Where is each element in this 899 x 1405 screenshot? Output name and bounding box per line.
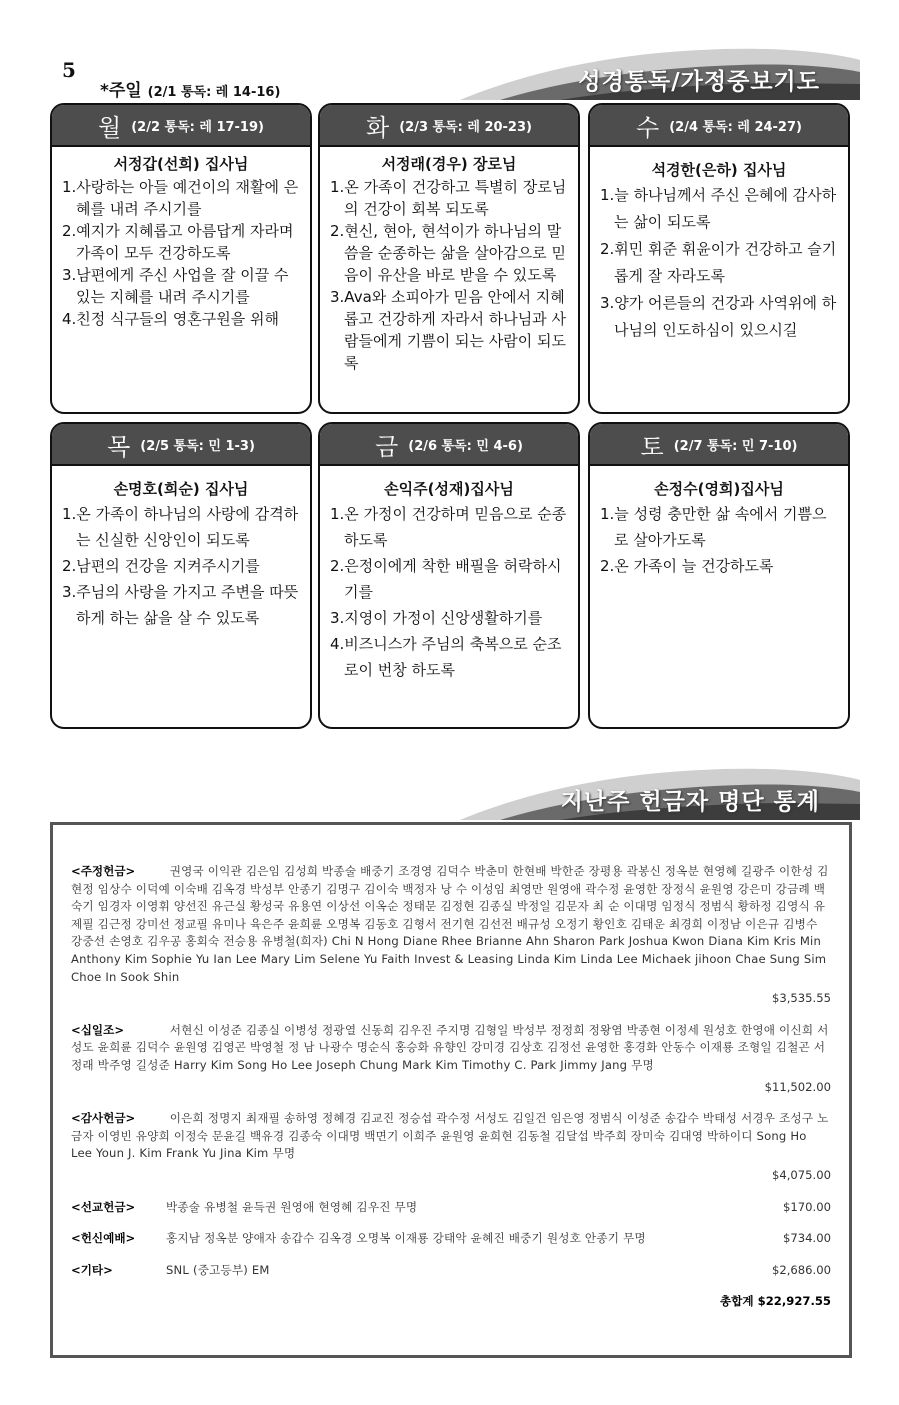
prayer-item: 1.늘 하나님께서 주신 은혜에 감사하는 삶이 되도록 [600, 186, 837, 231]
banner-bible-reading [440, 40, 860, 100]
offering-names: SNL (중고등부) EM [166, 1262, 270, 1277]
offering-names: 박종술 유병철 윤득권 원영애 현영혜 김우진 무명 [166, 1199, 418, 1214]
prayer-person: 석경한(은하) 집사님 [651, 161, 787, 179]
banner-title: 성경통독/가정중보기도 [578, 68, 820, 95]
day-label: 목 [107, 432, 131, 461]
day-reading: (2/5 통독: 민 1-3) [140, 438, 255, 454]
offering-names: 이은희 정명지 최재필 송하영 정혜경 김교진 정승섭 곽수정 서성도 김일건 임은영 정범식 이성준 송갑수 박태성 서경우 조성구 노금자 이영빈 유양희 이정숙 문윤길 백유경 김종숙 이대명 백면기 이희주 윤원영 윤희현 김동철 김달섭 박주희 장미숙 김대영 박하이디 Song Ho Lee Youn J. Kim Frank Yu Jina Kim 무명 [71, 1111, 829, 1161]
offering-label: <선교헌금> [71, 1199, 136, 1214]
day-label: 월 [98, 113, 122, 142]
prayer-item: 3.남편에게 주신 사업을 잘 이끌 수 있는 지혜를 내려 주시기를 [62, 266, 289, 306]
prayer-item: 1.온 가정이 건강하며 믿음으로 순종하도록 [330, 505, 567, 549]
sunday-reading [100, 76, 280, 101]
banner-title: 지난주 헌금자 명단 통계 [560, 788, 820, 815]
offering-total: 총합계 $22,927.55 [720, 1294, 831, 1309]
offering-section-tenth [71, 1022, 831, 1096]
day-reading: (2/4 통독: 레 24-27) [669, 119, 802, 135]
day-reading: (2/6 통독: 민 4-6) [408, 438, 523, 454]
prayer-person: 손익주(성재)집사님 [384, 480, 514, 498]
offering-list-box [50, 822, 852, 1358]
offering-section-other [71, 1262, 831, 1280]
offering-section-mission [71, 1199, 831, 1217]
day-reading: (2/7 통독: 민 7-10) [673, 438, 798, 454]
offering-amount: $3,535.55 [771, 991, 831, 1006]
prayer-item: 1.사랑하는 아들 예건이의 재활에 은혜를 내려 주시기를 [62, 178, 299, 218]
prayer-item: 3.Ava와 소피아가 믿음 안에서 지혜롭고 건강하게 자라서 하나님과 사람들에게 기쁨이 되는 사람이 되도록 [330, 288, 566, 372]
prayer-card-tue [318, 103, 580, 414]
day-label: 화 [366, 113, 390, 142]
offering-amount: $4,075.00 [771, 1167, 831, 1182]
prayer-card-thu [50, 422, 312, 729]
prayer-item: 2.예지가 지혜롭고 아름답게 자라며 가족이 모두 건강하도록 [62, 222, 294, 262]
prayer-item: 4.친정 식구들의 영혼구원을 위해 [62, 310, 279, 328]
day-reading: (2/3 통독: 레 20-23) [399, 119, 532, 135]
prayer-person: 서정래(경우) 장로님 [381, 155, 517, 173]
prayer-person: 손명호(희순) 집사님 [113, 480, 249, 498]
offering-names: 서현신 이성준 김종실 이병성 정광열 신동희 김우진 주지명 김형일 박성부 정정희 정왕염 박종현 이정세 원성호 한영애 이신희 서성도 윤희륜 김덕수 윤원영 김영곤 박영철 정 남 나광수 명순식 홍승화 유향인 강미경 김상호 김정선 윤영한 홍경화 안동수 이재룡 조형일 김철곤 서정래 박주영 길성준 Harry Kim Song Ho Lee Joseph Chung Mark Kim Timothy C. Park Jimmy Jang 무명 [71, 1022, 829, 1072]
offering-section-dedication [71, 1230, 831, 1248]
prayer-card-wed [588, 103, 850, 414]
sunday-label: *주일 [100, 81, 142, 101]
prayer-item: 1.온 가족이 건강하고 특별히 장로님의 건강이 회복 되도록 [330, 178, 567, 218]
offering-amount: $11,502.00 [764, 1079, 831, 1094]
banner-offering-list [440, 760, 860, 820]
offering-label: <감사헌금> [71, 1111, 136, 1126]
prayer-item: 2.휘민 휘준 휘윤이가 건강하고 슬기롭게 잘 자라도록 [600, 240, 837, 285]
sunday-reading-range: (2/1 통독: 레 14-16) [147, 85, 281, 100]
day-reading: (2/2 통독: 레 17-19) [131, 119, 264, 135]
offering-label: <기타> [71, 1262, 113, 1277]
day-label: 토 [640, 432, 664, 461]
prayer-card-sat [588, 422, 850, 729]
prayer-person: 서정갑(선희) 집사님 [113, 155, 249, 173]
prayer-card-mon [50, 103, 312, 414]
offering-label: <헌신예배> [71, 1231, 136, 1246]
offering-amount: $170.00 [783, 1199, 831, 1214]
prayer-card-fri [318, 422, 580, 729]
prayer-item: 4.비즈니스가 주님의 축복으로 순조로이 번창 하도록 [330, 635, 562, 679]
offering-names: 권영국 이익관 김은임 김성희 박종술 배중기 조경영 김덕수 박춘미 한현배 박한준 장평용 곽봉신 정옥분 현영혜 길광주 이한성 김현정 임상수 이덕예 이숙배 김옥경 박성부 안종기 김명구 김이숙 백정자 낭 수 이성임 최영만 원영애 곽수정 윤영한 장정식 윤원영 강은미 강금례 백숙기 임경자 이영휘 양선진 유근실 황성국 유용연 이상선 이옥순 정태문 김정현 김종실 박정일 김문자 최 순 이대명 임정식 정범식 황하정 김영식 유제필 김근정 강미선 정교필 유미나 육은주 윤희륜 오명복 김동호 김형서 전기현 김선전 배규성 오정기 황인호 김태운 최경희 이정남 이은규 김병수 강중선 손영호 김우공 홍회숙 전승용 유병철(희자) Chi N Hong Diane Rhee Brianne Ahn Sharon Park Joshua Kwon Diana Kim Kris Min Anthony Kim Sophie Yu Ian Lee Mary Lim Selene Yu Faith Invest & Leasing Linda Kim Linda Lee Michaek jihoon Chae Sung Sim Choe In Sook Shin [71, 864, 829, 984]
day-label: 수 [636, 113, 660, 142]
prayer-item: 2.온 가족이 늘 건강하도록 [600, 557, 774, 575]
prayer-item: 3.양가 어른들의 건강과 사역위에 하나님의 인도하심이 있으시길 [600, 294, 837, 339]
prayer-item: 1.온 가족이 하나님의 사랑에 감격하는 신실한 신앙인이 되도록 [62, 505, 299, 549]
day-label: 금 [375, 432, 399, 461]
prayer-item: 3.지영이 가정이 신앙생활하기를 [330, 609, 543, 627]
offering-label: <주정헌금> [71, 864, 136, 878]
prayer-item: 2.남편의 건강을 지켜주시기를 [62, 557, 260, 575]
offering-amount: $734.00 [783, 1231, 831, 1246]
prayer-item: 1.늘 성령 충만한 삶 속에서 기쁨으로 살아가도록 [600, 505, 827, 549]
prayer-item: 2.은정이에게 착한 배필을 허락하시기를 [330, 557, 562, 601]
prayer-item: 2.현신, 현아, 현석이가 하나님의 말씀을 순종하는 삶을 살아감으로 믿음이 유산을 바로 받을 수 있도록 [330, 222, 566, 284]
prayer-item: 3.주님의 사랑을 가지고 주변을 따뜻하게 하는 삶을 살 수 있도록 [62, 583, 299, 627]
offering-names: 홍지남 정옥분 양애자 송갑수 김옥경 오명복 이재룡 강태악 윤혜진 배중기 원성호 안종기 무명 [166, 1231, 646, 1246]
offering-section-tithe [71, 863, 831, 1008]
offering-section-thanks [71, 1110, 831, 1184]
page-number: 5 [62, 58, 76, 82]
prayer-person: 손정수(영희)집사님 [654, 480, 784, 498]
offering-amount: $2,686.00 [771, 1262, 831, 1277]
offering-label: <십일조> [71, 1022, 125, 1037]
